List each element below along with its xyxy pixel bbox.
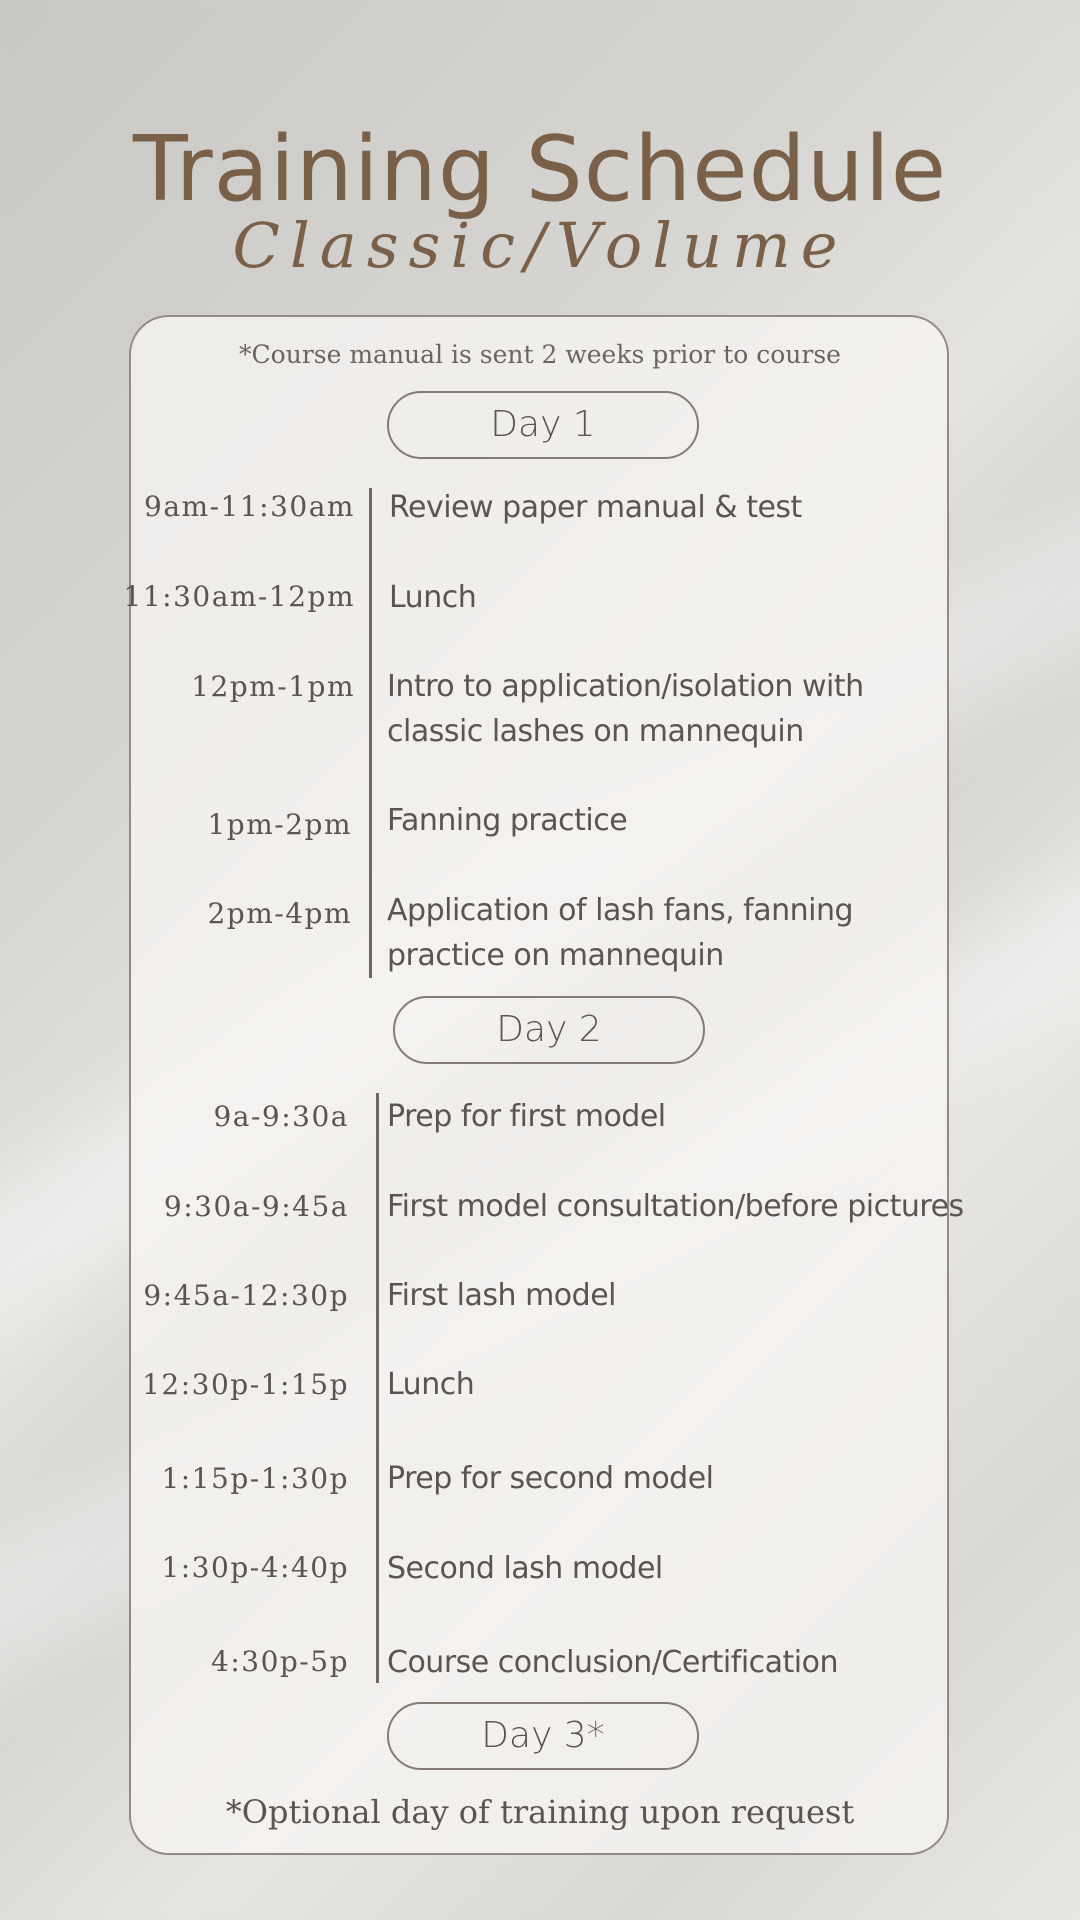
manual-note: *Course manual is sent 2 weeks prior to course [239, 340, 841, 369]
day-1-timeline-divider [369, 488, 372, 978]
day-2-activity: First model consultation/before pictures [387, 1189, 964, 1224]
day-2-heading: Day 2 [393, 996, 705, 1064]
day-2-activity: Lunch [387, 1367, 475, 1402]
day-1-time: 9am-11:30am [144, 490, 355, 523]
day-1-activity: Intro to application/isolation with classic lashes on mannequin [387, 669, 864, 749]
day-2-timeline-divider [376, 1093, 379, 1683]
schedule-card [129, 315, 949, 1855]
day-1-time: 1pm-2pm [207, 808, 352, 841]
day-2-activity: Prep for second model [387, 1461, 714, 1496]
day-2-activity: Prep for first model [387, 1099, 666, 1134]
day-1-activity: Application of lash fans, fanning practice on mannequin [387, 893, 854, 973]
day-1-heading: Day 1 [387, 391, 699, 459]
day-2-time: 12:30p-1:15p [142, 1368, 349, 1401]
day-2-activity: Second lash model [387, 1551, 663, 1586]
page-subtitle: Classic/Volume [232, 209, 848, 282]
day-2-activity: First lash model [387, 1278, 616, 1313]
day-2-activity: Course conclusion/Certification [387, 1645, 838, 1680]
day-1-activity: Lunch [389, 580, 477, 615]
day-3-heading: Day 3* [387, 1702, 699, 1770]
day-1-activity: Fanning practice [387, 803, 628, 838]
day-1-time: 12pm-1pm [191, 670, 355, 703]
page-title: Training Schedule [132, 117, 948, 222]
day-2-time: 9a-9:30a [213, 1100, 349, 1133]
day-2-time: 9:30a-9:45a [163, 1190, 349, 1223]
day-2-time: 1:30p-4:40p [161, 1551, 349, 1584]
day-1-time: 2pm-4pm [207, 897, 352, 930]
day-2-time: 1:15p-1:30p [161, 1462, 349, 1495]
day-2-time: 9:45a-12:30p [143, 1279, 349, 1312]
day-1-time: 11:30am-12pm [123, 580, 355, 613]
optional-day-footnote: *Optional day of training upon request [225, 1793, 855, 1831]
day-2-time: 4:30p-5p [211, 1645, 349, 1678]
day-1-activity: Review paper manual & test [389, 490, 802, 525]
